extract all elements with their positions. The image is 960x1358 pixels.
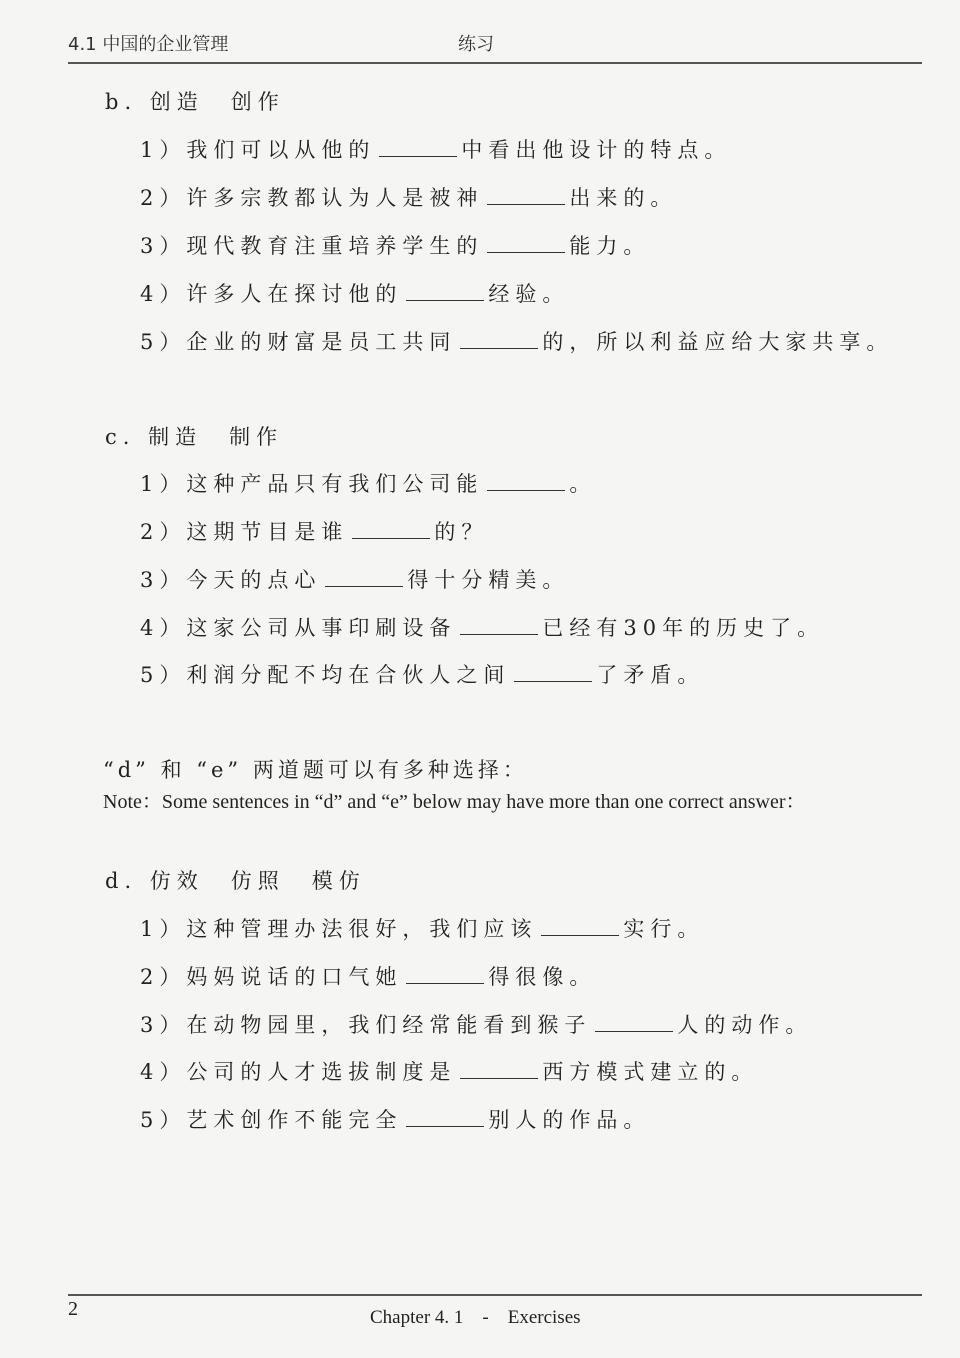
exercise-d1: 1）这种管理办法很好，我们应该 实行。 xyxy=(140,917,705,941)
footer-rule xyxy=(68,1294,922,1296)
exercise-b5: 5）企业的财富是员工共同 的，所以利益应给大家共享。 xyxy=(140,330,894,354)
answer-blank[interactable] xyxy=(460,1077,538,1079)
exercise-b4: 4）许多人在探讨他的 经验。 xyxy=(140,282,570,306)
note-english: Note：Some sentences in “d” and “e” below may have more than one correct answer： xyxy=(103,791,806,813)
answer-blank[interactable] xyxy=(352,537,430,539)
exercise-c4: 4）这家公司从事印刷设备 已经有30年的历史了。 xyxy=(140,616,825,640)
answer-blank[interactable] xyxy=(379,155,457,157)
section-c-label: c. 制造 制作 xyxy=(105,425,284,449)
answer-blank[interactable] xyxy=(406,299,484,301)
answer-blank[interactable] xyxy=(541,934,619,936)
exercise-b1: 1）我们可以从他的 中看出他设计的特点。 xyxy=(140,138,732,162)
answer-blank[interactable] xyxy=(460,633,538,635)
chapter-title: 4.1 中国的企业管理 xyxy=(68,34,229,55)
answer-blank[interactable] xyxy=(514,680,592,682)
section-d-label: d. 仿效 仿照 模仿 xyxy=(105,869,366,893)
exercise-d2: 2）妈妈说话的口气她 得很像。 xyxy=(140,965,597,989)
section-title: 练习 xyxy=(458,34,494,55)
exercise-b3: 3）现代教育注重培养学生的 能力。 xyxy=(140,234,651,258)
answer-blank[interactable] xyxy=(487,251,565,253)
exercise-c3: 3）今天的点心 得十分精美。 xyxy=(140,568,570,592)
section-b-label: b. 创造 创作 xyxy=(105,90,285,114)
answer-blank[interactable] xyxy=(406,982,484,984)
answer-blank[interactable] xyxy=(406,1125,484,1127)
exercise-d5: 5）艺术创作不能完全 别人的作品。 xyxy=(140,1108,651,1132)
answer-blank[interactable] xyxy=(487,203,565,205)
answer-blank[interactable] xyxy=(487,489,565,491)
answer-blank[interactable] xyxy=(595,1030,673,1032)
exercise-d3: 3）在动物园里，我们经常能看到猴子 人的动作。 xyxy=(140,1013,813,1037)
exercise-b2: 2）许多宗教都认为人是被神 出来的。 xyxy=(140,186,678,210)
footer-text: Chapter 4. 1 - Exercises xyxy=(370,1307,581,1328)
answer-blank[interactable] xyxy=(325,585,403,587)
exercise-c5: 5）利润分配不均在合伙人之间 了矛盾。 xyxy=(140,663,705,687)
note-chinese: “d” 和 “e” 两道题可以有多种选择： xyxy=(103,758,528,782)
exercise-d4: 4）公司的人才选拔制度是 西方模式建立的。 xyxy=(140,1060,759,1084)
exercise-c1: 1）这种产品只有我们公司能 。 xyxy=(140,472,597,496)
header-rule xyxy=(68,62,922,64)
exercise-c2: 2）这期节目是谁 的？ xyxy=(140,520,489,544)
page-number: 2 xyxy=(68,1298,78,1320)
answer-blank[interactable] xyxy=(460,347,538,349)
